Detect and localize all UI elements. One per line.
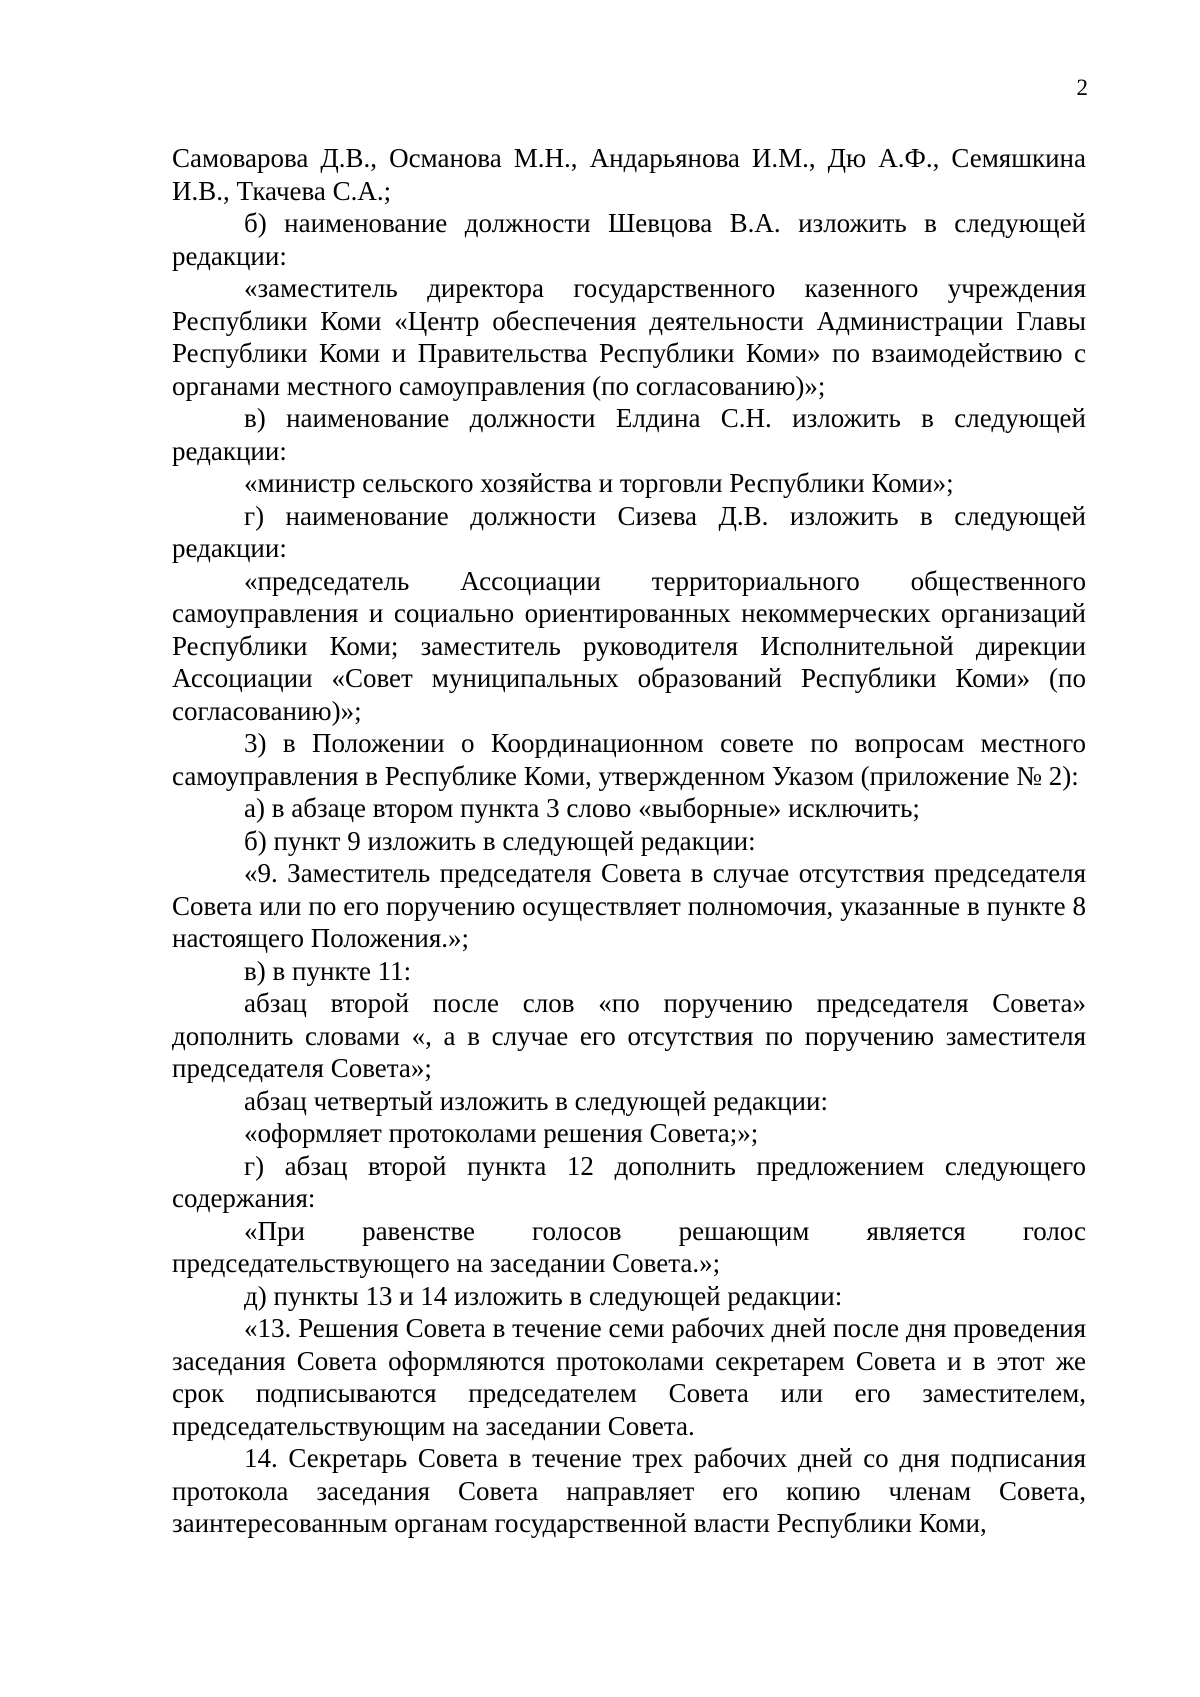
paragraph: абзац второй после слов «по поручению председателя Совета» дополнить словами «, а в случае его отсутствия по поручению заместителя председателя Совета»;: [172, 988, 1086, 1083]
paragraph: б) наименование должности Шевцова В.А. изложить в следующей редакции:: [172, 208, 1086, 271]
paragraph: «При равенстве голосов решающим является голос председательствующего на заседании Совета.»;: [172, 1215, 1086, 1278]
paragraph: г) наименование должности Сизева Д.В. изложить в следующей редакции:: [172, 500, 1086, 563]
paragraph: г) абзац второй пункта 12 дополнить предложением следующего содержания:: [172, 1150, 1086, 1213]
paragraph: в) в пункте 11:: [244, 955, 412, 986]
paragraph: 3) в Положении о Координационном совете по вопросам местного самоуправления в Республике Коми, утвержденном Указом (приложение № 2):: [172, 728, 1086, 791]
paragraph: абзац четвертый изложить в следующей редакции:: [244, 1085, 828, 1116]
paragraph: б) пункт 9 изложить в следующей редакции:: [244, 825, 756, 856]
paragraph: а) в абзаце втором пункта 3 слово «выборные» исключить;: [244, 793, 920, 823]
paragraph: д) пункты 13 и 14 изложить в следующей редакции:: [244, 1280, 843, 1311]
paragraph: «министр сельского хозяйства и торговли Республики Коми»;: [244, 468, 954, 498]
paragraph: «председатель Ассоциации территориального общественного самоуправления и социально ориентированных некоммерческих организаций Республики Коми; заместитель руководителя Исполнительной дирекции Ассоциации «Совет муниципальных образований Республики Коми» (по согласованию)»;: [172, 565, 1086, 726]
paragraph: 14. Секретарь Совета в течение трех рабочих дней со дня подписания протокола заседания Совета направляет его копию членам Совета, заинтересованным органам государственной власти Республики Коми,: [172, 1443, 1086, 1538]
page-number: 2: [1076, 75, 1088, 100]
document-body: [172, 142, 1086, 1540]
paragraph: в) наименование должности Елдина С.Н. изложить в следующей редакции:: [172, 403, 1086, 466]
paragraph: «9. Заместитель председателя Совета в случае отсутствия председателя Совета или по его поручению осуществляет полномочия, указанные в пункте 8 настоящего Положения.»;: [172, 858, 1086, 953]
paragraph-continuation: Самоварова Д.В., Османова М.Н., Андарьянова И.М., Дю А.Ф., Семяшкина И.В., Ткачева С.А.;: [172, 143, 1086, 206]
paragraph: «оформляет протоколами решения Совета;»;: [244, 1118, 759, 1148]
paragraph: «13. Решения Совета в течение семи рабочих дней после дня проведения заседания Совета оформляются протоколами секретарем Совета и в этот же срок подписываются председателем Совета или его заместителем, председательствующим на заседании Совета.: [172, 1313, 1086, 1441]
paragraph: «заместитель директора государственного казенного учреждения Республики Коми «Центр обеспечения деятельности Администрации Главы Республики Коми и Правительства Республики Коми» по взаимодействию с органами местного самоуправления (по согласованию)»;: [172, 273, 1086, 401]
